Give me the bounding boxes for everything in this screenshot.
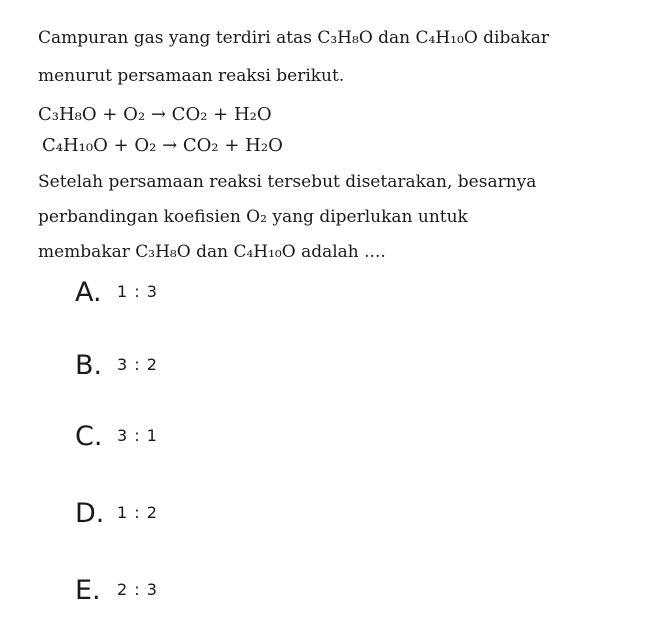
- option-letter: C.: [75, 421, 103, 452]
- question-line-1: Campuran gas yang terdiri atas C₃H₈O dan C₄H₁₀O dibakar: [38, 28, 550, 48]
- option-letter: D.: [75, 498, 105, 529]
- option-letter: E.: [75, 575, 101, 606]
- equation-1: C₃H₈O + O₂ → CO₂ + H₂O: [38, 104, 272, 125]
- option-letter: A.: [75, 277, 102, 308]
- option-text: 1 : 3: [117, 282, 158, 301]
- option-text: 3 : 2: [117, 355, 158, 374]
- option-letter: B.: [75, 350, 103, 381]
- question-line-2: menurut persamaan reaksi berikut.: [38, 66, 345, 86]
- option-e[interactable]: [75, 575, 158, 606]
- option-b[interactable]: [75, 350, 158, 381]
- option-d[interactable]: [75, 498, 158, 529]
- question-line-3: Setelah persamaan reaksi tersebut disetarakan, besarnya: [38, 172, 537, 192]
- equation-2: C₄H₁₀O + O₂ → CO₂ + H₂O: [42, 135, 283, 156]
- option-text: 3 : 1: [117, 426, 158, 445]
- question-line-5: membakar C₃H₈O dan C₄H₁₀O adalah ....: [38, 242, 386, 262]
- option-text: 1 : 2: [117, 503, 158, 522]
- option-a[interactable]: [75, 277, 158, 308]
- option-c[interactable]: [75, 421, 158, 452]
- option-text: 2 : 3: [117, 580, 158, 599]
- question-line-4: perbandingan koefisien O₂ yang diperlukan untuk: [38, 207, 468, 227]
